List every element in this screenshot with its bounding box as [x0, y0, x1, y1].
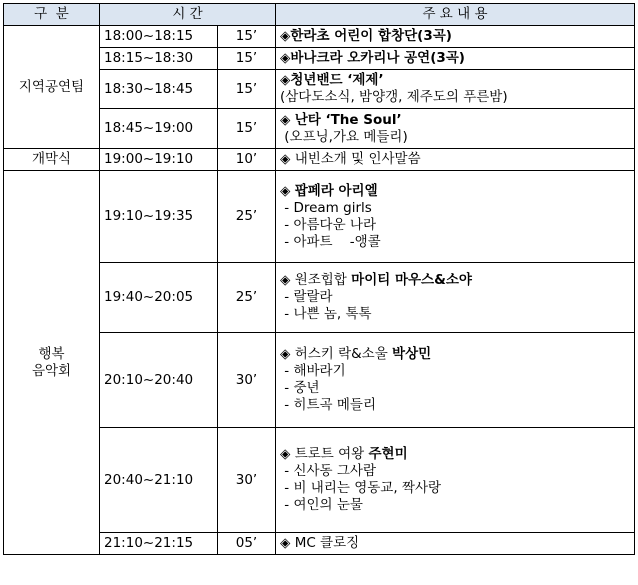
content-line — [280, 151, 634, 168]
content-text: 원조힙합 — [294, 272, 352, 288]
content-text: - 해바라기 — [280, 363, 346, 379]
time-cell: 18:45~19:00 — [100, 109, 218, 149]
content-line — [280, 112, 634, 129]
duration-cell: 15’ — [218, 109, 276, 149]
time-cell: 19:40~20:05 — [100, 263, 218, 333]
diamond-bullet-icon: ◈ — [280, 50, 291, 66]
time-cell: 20:40~21:10 — [100, 428, 218, 533]
content-line — [280, 234, 634, 251]
content-cell — [276, 48, 635, 70]
diamond-bullet-icon: ◈ — [280, 182, 295, 199]
performer-name: 마이티 마우스&소야 — [351, 272, 472, 288]
content-text: - 신사동 그사람 — [280, 463, 376, 479]
content-text: - Dream girls — [280, 199, 372, 216]
diamond-bullet-icon: ◈ — [280, 346, 295, 362]
content-line — [280, 363, 634, 380]
schedule-row — [4, 26, 635, 48]
performer-name: 바나크라 오카리나 공연(3곡) — [290, 50, 465, 66]
performer-name: 박상민 — [392, 346, 432, 362]
content-text: 허스키 락&소울 — [294, 346, 393, 362]
time-cell: 18:00~18:15 — [100, 26, 218, 48]
content-line — [280, 289, 634, 306]
diamond-bullet-icon: ◈ — [280, 446, 295, 462]
category-cell: 개막식 — [4, 149, 100, 171]
diamond-bullet-icon: ◈ — [280, 151, 295, 167]
time-cell: 19:10~19:35 — [100, 171, 218, 263]
content-cell — [276, 109, 635, 149]
time-cell: 19:00~19:10 — [100, 149, 218, 171]
category-cell: 지역공연팀 — [4, 26, 100, 149]
content-line — [280, 72, 634, 89]
duration-cell: 15’ — [218, 48, 276, 70]
content-text: (삼다도소식, 밤양갱, 제주도의 푸른밤) — [280, 89, 508, 105]
time-cell: 18:15~18:30 — [100, 48, 218, 70]
content-line — [280, 28, 634, 45]
duration-cell: 15’ — [218, 26, 276, 48]
diamond-bullet-icon: ◈ — [280, 535, 295, 551]
content-cell — [276, 428, 635, 533]
content-cell — [276, 26, 635, 48]
content-cell — [276, 533, 635, 555]
content-line — [280, 480, 634, 497]
content-cell — [276, 70, 635, 109]
content-text: - 중년 — [280, 380, 320, 396]
diamond-bullet-icon: ◈ — [280, 72, 291, 88]
content-cell — [276, 171, 635, 263]
content-line — [280, 89, 634, 106]
schedule-table — [3, 3, 635, 555]
content-text: - 랄랄라 — [280, 289, 333, 305]
header-time: 시 간 — [100, 4, 276, 26]
diamond-bullet-icon: ◈ — [280, 28, 291, 44]
time-cell: 18:30~18:45 — [100, 70, 218, 109]
duration-cell: 25’ — [218, 263, 276, 333]
content-line — [280, 535, 634, 552]
content-text: - 나쁜 놈, 톡톡 — [280, 306, 372, 322]
duration-cell: 10’ — [218, 149, 276, 171]
content-line — [280, 306, 634, 323]
content-cell — [276, 149, 635, 171]
diamond-bullet-icon: ◈ — [280, 111, 295, 128]
content-line — [280, 463, 634, 480]
content-line — [280, 129, 634, 146]
content-text: - 아파트 -앵콜 — [280, 233, 381, 250]
diamond-bullet-icon: ◈ — [280, 272, 295, 288]
content-text: (오프닝,가요 메들리) — [280, 128, 408, 145]
duration-cell: 05’ — [218, 533, 276, 555]
duration-cell: 15’ — [218, 70, 276, 109]
content-text: - 아름다운 나라 — [280, 216, 376, 233]
content-line — [280, 217, 634, 234]
content-line — [280, 446, 634, 463]
content-line — [280, 380, 634, 397]
content-line — [280, 397, 634, 414]
content-text: - 히트곡 메들리 — [280, 397, 376, 413]
content-cell — [276, 333, 635, 428]
content-text: 트로트 여왕 — [294, 446, 369, 462]
content-text: - 비 내리는 영동교, 짝사랑 — [280, 480, 442, 496]
duration-cell: 30’ — [218, 428, 276, 533]
header-category: 구 분 — [4, 4, 100, 26]
content-line — [280, 183, 634, 200]
content-text: - 여인의 눈물 — [280, 497, 363, 513]
performer-name: 한라초 어린이 합창단(3곡) — [290, 28, 452, 44]
performer-name: 팝페라 아리엘 — [294, 182, 378, 199]
time-cell: 21:10~21:15 — [100, 533, 218, 555]
content-line — [280, 272, 634, 289]
performer-name: 주현미 — [368, 446, 408, 462]
schedule-row — [4, 149, 635, 171]
content-text: 내빈소개 및 인사말씀 — [294, 151, 421, 167]
content-line — [280, 497, 634, 514]
content-text: MC 클로징 — [294, 535, 360, 551]
schedule-row — [4, 171, 635, 263]
content-line — [280, 200, 634, 217]
performer-name: 난타 ‘The Soul’ — [294, 111, 402, 128]
content-line — [280, 346, 634, 363]
category-cell: 행복 음악회 — [4, 171, 100, 555]
header-content: 주 요 내 용 — [276, 4, 635, 26]
duration-cell: 25’ — [218, 171, 276, 263]
content-cell — [276, 263, 635, 333]
header-row — [4, 4, 635, 26]
time-cell: 20:10~20:40 — [100, 333, 218, 428]
content-line — [280, 50, 634, 67]
performer-name: 청년밴드 ‘제제’ — [290, 72, 384, 88]
duration-cell: 30’ — [218, 333, 276, 428]
